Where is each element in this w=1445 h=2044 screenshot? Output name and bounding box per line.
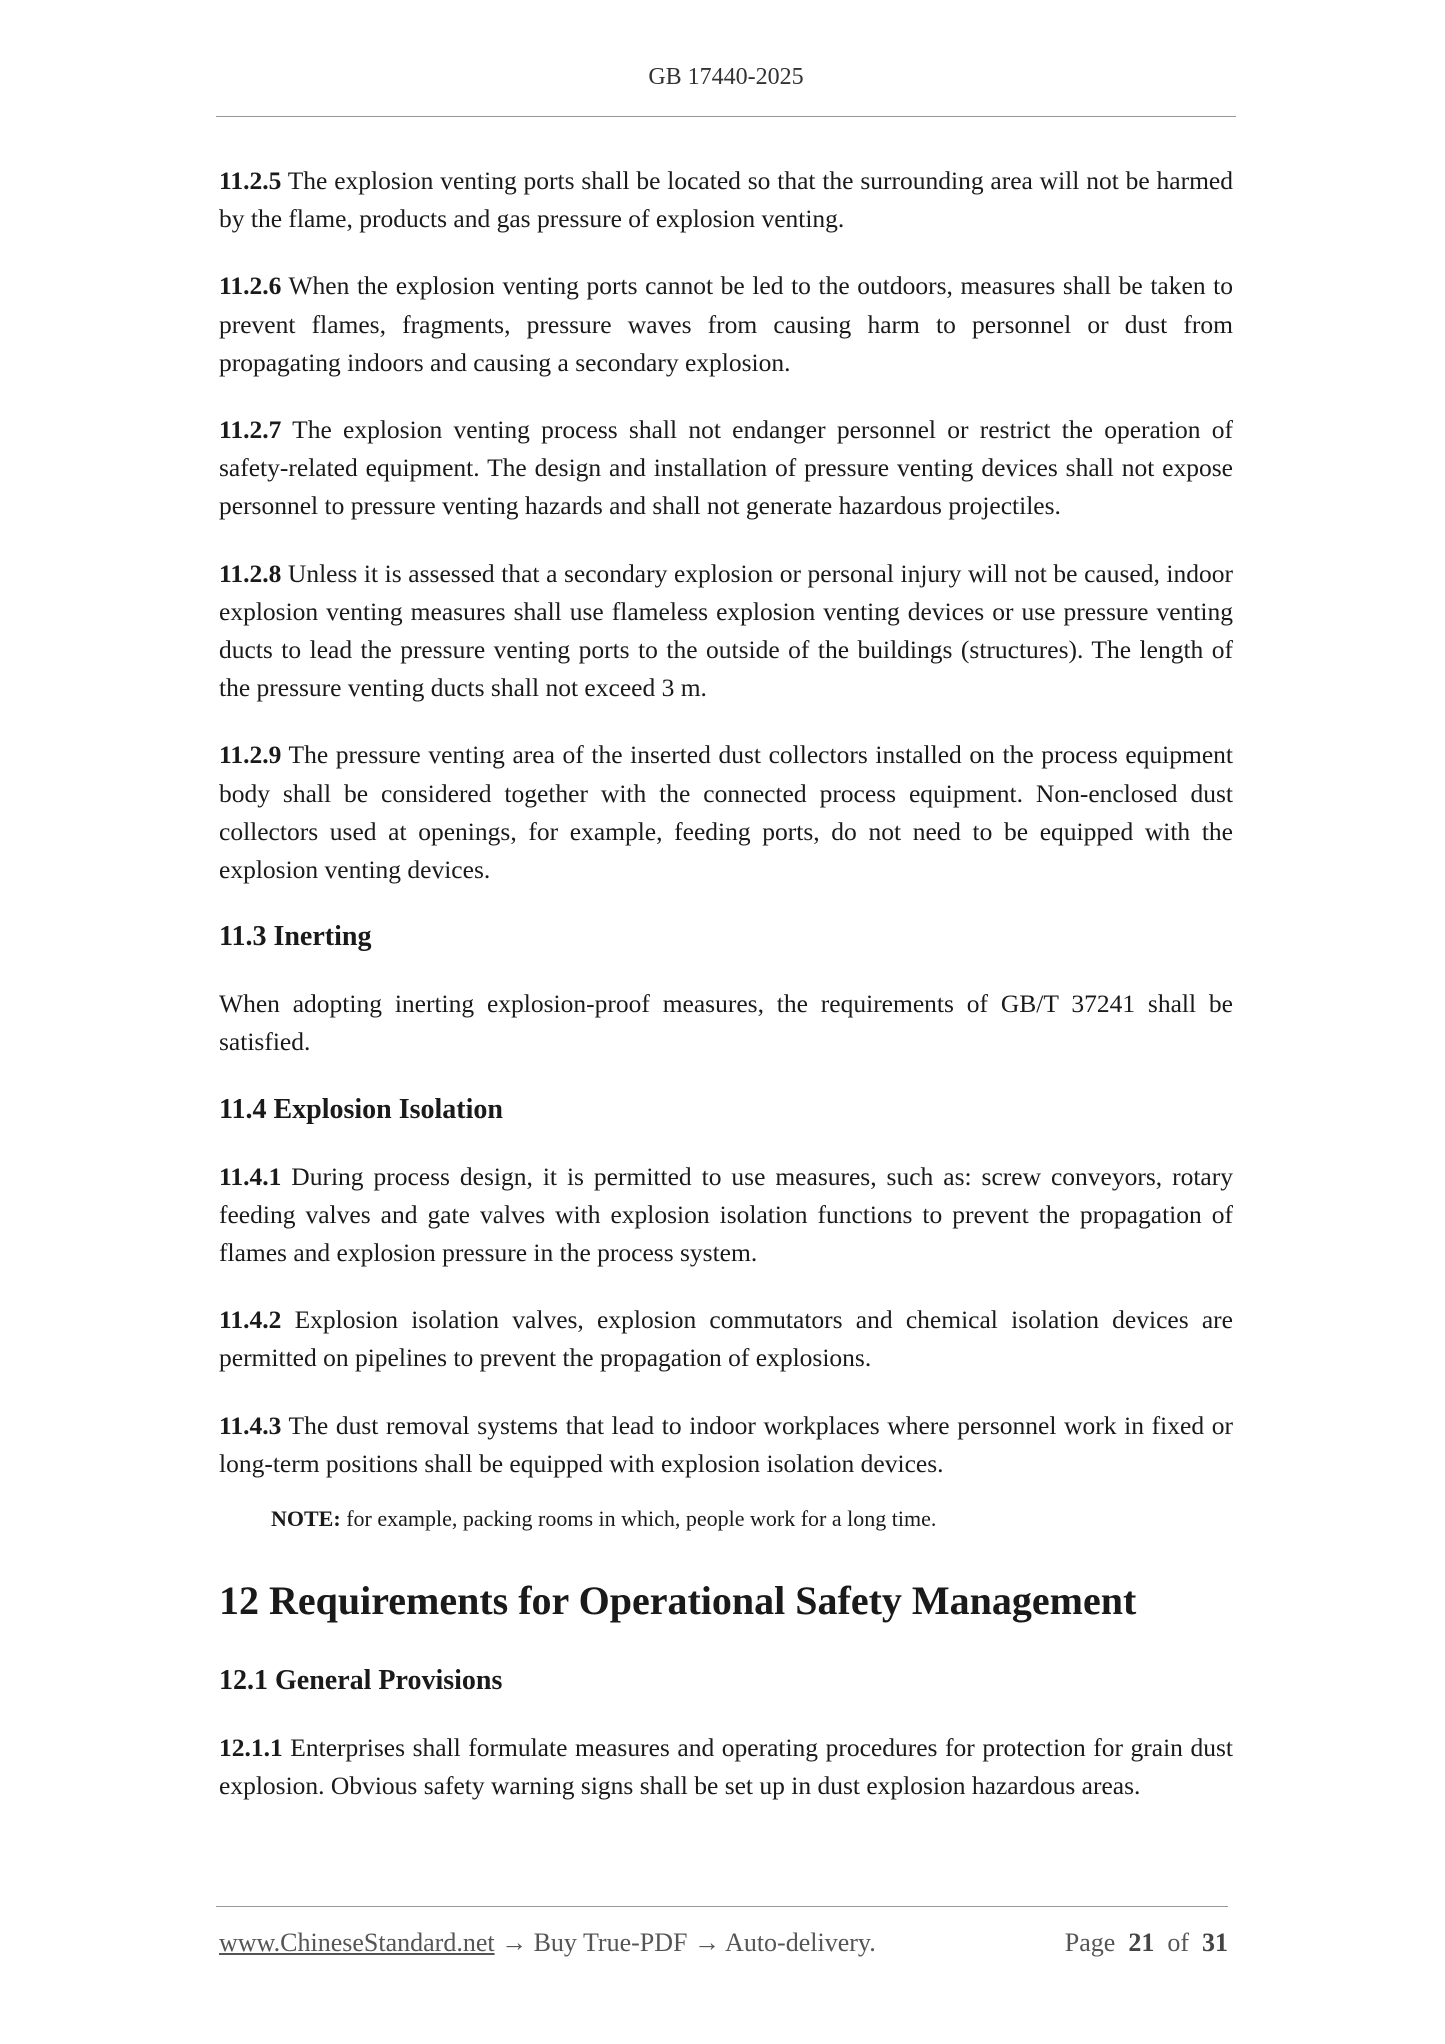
- header-divider: [216, 116, 1236, 117]
- clause-number: 12.1.1: [219, 1733, 283, 1763]
- clause-number: 11.4.2: [219, 1305, 282, 1335]
- section-heading: 12.1 General Provisions: [219, 1665, 503, 1697]
- website-link[interactable]: www.ChineseStandard.net: [219, 1928, 495, 1957]
- page-label: Page: [1064, 1928, 1116, 1957]
- paragraph-text: The explosion venting ports shall be located so that the surrounding area will not be harmed by the flame, products and gas pressure of explosion venting.: [219, 166, 1233, 234]
- footer-promo: [219, 1928, 876, 1958]
- paragraph: [219, 1158, 1233, 1273]
- note-label: NOTE:: [271, 1506, 341, 1532]
- paragraph: [219, 985, 1233, 1061]
- paragraph: [219, 267, 1233, 382]
- paragraph-text: The explosion venting process shall not endanger personnel or restrict the operation of safety-related equipment. The design and installation of pressure venting devices shall not expose personnel to pressure venting hazards and shall not generate hazardous projectiles.: [219, 415, 1233, 521]
- total-pages: 31: [1202, 1928, 1228, 1957]
- footer-divider: [216, 1906, 1228, 1907]
- paragraph-text: Enterprises shall formulate measures and operating procedures for protection for grain dust explosion. Obvious safety warning signs shall be set up in dust explosion hazardous areas.: [219, 1733, 1233, 1801]
- footer-promo-text: → Buy True-PDF → Auto-delivery.: [494, 1928, 876, 1957]
- clause-number: 11.2.7: [219, 415, 282, 445]
- clause-number: 11.2.6: [219, 271, 282, 301]
- current-page: 21: [1128, 1928, 1155, 1957]
- clause-number: 11.2.8: [219, 558, 282, 588]
- paragraph: [219, 411, 1233, 526]
- paragraph: [219, 1729, 1233, 1805]
- note: [271, 1502, 1233, 1536]
- document-body: [219, 162, 1233, 1834]
- note-text: for example, packing rooms in which, people work for a long time.: [340, 1506, 937, 1532]
- paragraph-text: When adopting inerting explosion-proof measures, the requirements of GB/T 37241 shall be satisfied.: [219, 989, 1233, 1057]
- page-number: [1065, 1928, 1228, 1958]
- paragraph-text: The pressure venting area of the inserted dust collectors installed on the process equipment body shall be considered together with the connected process equipment. Non-enclosed dust collectors used at openings, for example, feeding ports, do not need to be equipped with the explosion venting devices.: [219, 740, 1233, 885]
- chapter-heading: 12 Requirements for Operational Safety Management: [219, 1578, 1137, 1624]
- clause-number: 11.4.3: [219, 1410, 282, 1440]
- paragraph-text: Explosion isolation valves, explosion commutators and chemical isolation devices are permitted on pipelines to prevent the propagation of explosions.: [219, 1305, 1233, 1373]
- of-label: of: [1167, 1928, 1189, 1957]
- paragraph: [219, 736, 1233, 889]
- paragraph-text: Unless it is assessed that a secondary explosion or personal injury will not be caused, indoor explosion venting measures shall use flameless explosion venting devices or use pressure venting ducts to lead the pressure venting ports to the outside of the buildings (structures). The length of the pressure venting ducts shall not exceed 3 m.: [219, 558, 1233, 703]
- paragraph: [219, 1407, 1233, 1483]
- paragraph: [219, 162, 1233, 238]
- paragraph: [219, 555, 1233, 708]
- paragraph-text: During process design, it is permitted to use measures, such as: screw conveyors, rotary feeding valves and gate valves with explosion isolation functions to prevent the propagation of flames and explosion pressure in the process system.: [219, 1161, 1233, 1268]
- clause-number: 11.4.1: [219, 1161, 282, 1191]
- paragraph-text: When the explosion venting ports cannot be led to the outdoors, measures shall be taken to prevent flames, fragments, pressure waves from causing harm to personnel or dust from propagating indoors and causing a secondary explosion.: [219, 271, 1233, 377]
- paragraph-text: The dust removal systems that lead to indoor workplaces where personnel work in fixed or long-term positions shall be equipped with explosion isolation devices.: [219, 1410, 1233, 1478]
- section-heading: 11.4 Explosion Isolation: [219, 1093, 503, 1125]
- section-heading: 11.3 Inerting: [219, 921, 372, 953]
- page-header-title: GB 17440-2025: [648, 64, 804, 90]
- clause-number: 11.2.5: [219, 166, 282, 195]
- page-footer: [219, 1928, 1228, 1958]
- clause-number: 11.2.9: [219, 740, 282, 770]
- paragraph: [219, 1301, 1233, 1377]
